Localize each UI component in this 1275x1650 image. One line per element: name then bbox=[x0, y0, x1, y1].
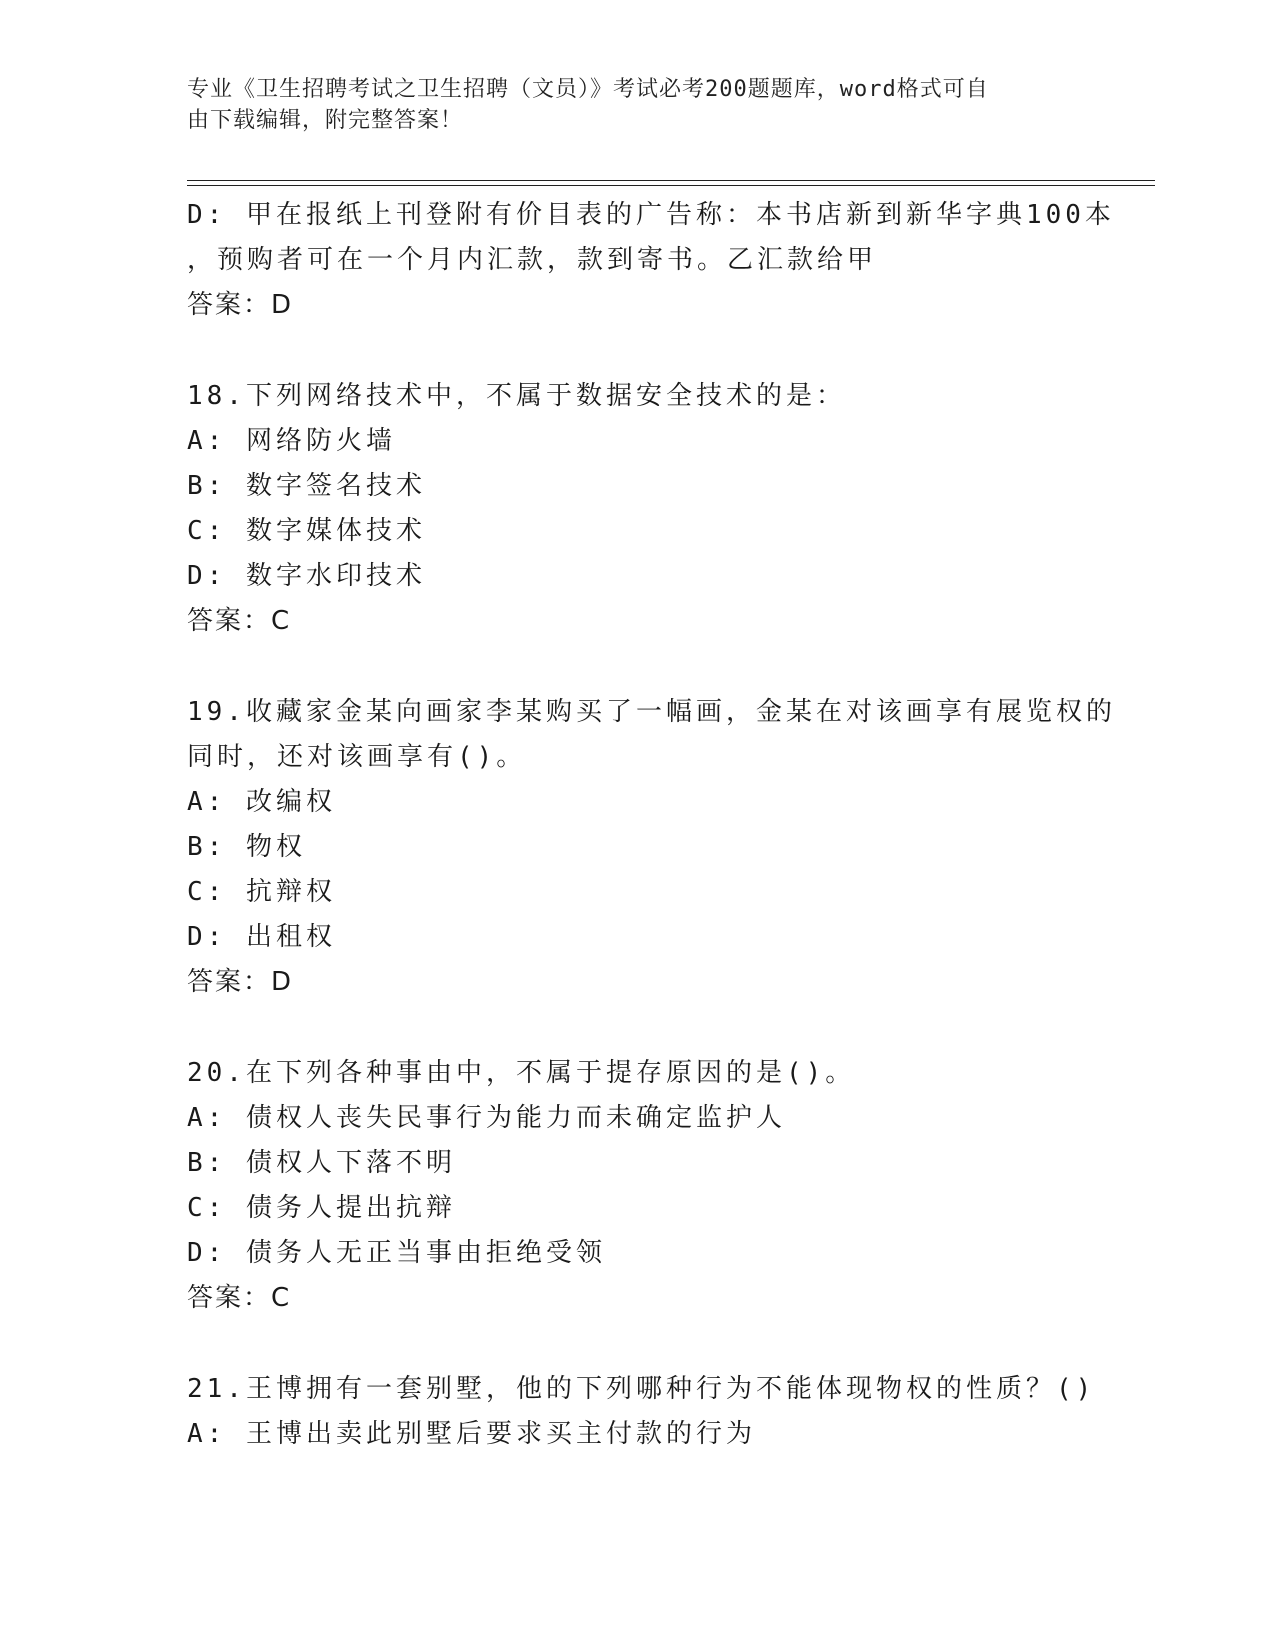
option-a: A: 王博出卖此别墅后要求买主付款的行为 bbox=[187, 1419, 756, 1449]
spacer bbox=[187, 644, 1087, 690]
option-b: B: 物权 bbox=[187, 832, 306, 862]
option-d: D: 数字水印技术 bbox=[187, 561, 426, 591]
option-d-line-2: ，预购者可在一个月内汇款，款到寄书。乙汇款给甲 bbox=[187, 245, 878, 275]
question-20 bbox=[187, 1051, 1087, 1321]
question-19 bbox=[187, 690, 1116, 1005]
question-stem: 18.下列网络技术中，不属于数据安全技术的是： bbox=[187, 381, 846, 411]
question-stem: 19.收藏家金某向画家李某购买了一幅画，金某在对该画享有展览权的 bbox=[187, 697, 1116, 727]
header-divider-bottom bbox=[187, 185, 1155, 186]
document-body bbox=[187, 193, 1116, 1457]
header-divider-top bbox=[187, 180, 1155, 181]
option-d: D: 出租权 bbox=[187, 922, 336, 952]
option-c: C: 抗辩权 bbox=[187, 877, 336, 907]
option-c: C: 数字媒体技术 bbox=[187, 516, 426, 546]
header-line-2: 由下载编辑，附完整答案！ bbox=[187, 108, 464, 133]
header-line-1: 专业《卫生招聘考试之卫生招聘（文员）》考试必考200题题库，word格式可自 bbox=[187, 77, 989, 102]
option-c: C: 债务人提出抗辩 bbox=[187, 1193, 456, 1223]
question-stem: 21.王博拥有一套别墅，他的下列哪种行为不能体现物权的性质？() bbox=[187, 1374, 1096, 1404]
answer-line: 答案：D bbox=[187, 290, 294, 320]
option-a: A: 改编权 bbox=[187, 787, 336, 817]
option-b: B: 数字签名技术 bbox=[187, 471, 426, 501]
spacer bbox=[187, 328, 1087, 374]
question-21 bbox=[187, 1367, 1096, 1457]
document-header bbox=[187, 74, 1077, 136]
question-stem: 20.在下列各种事由中，不属于提存原因的是()。 bbox=[187, 1058, 856, 1088]
answer-line: 答案：C bbox=[187, 1283, 292, 1313]
option-b: B: 债权人下落不明 bbox=[187, 1148, 456, 1178]
option-d: D: 债务人无正当事由拒绝受领 bbox=[187, 1238, 606, 1268]
question-stem-continued: 同时，还对该画享有()。 bbox=[187, 742, 527, 772]
answer-line: 答案：D bbox=[187, 967, 294, 997]
spacer bbox=[187, 1005, 1087, 1051]
option-a: A: 债权人丧失民事行为能力而未确定监护人 bbox=[187, 1103, 786, 1133]
spacer bbox=[187, 1321, 1087, 1367]
question-18 bbox=[187, 374, 1087, 644]
option-d-line-1: D: 甲在报纸上刊登附有价目表的广告称：本书店新到新华字典100本 bbox=[187, 200, 1115, 230]
previous-question bbox=[187, 193, 1115, 328]
answer-line: 答案：C bbox=[187, 606, 292, 636]
option-a: A: 网络防火墙 bbox=[187, 426, 396, 456]
